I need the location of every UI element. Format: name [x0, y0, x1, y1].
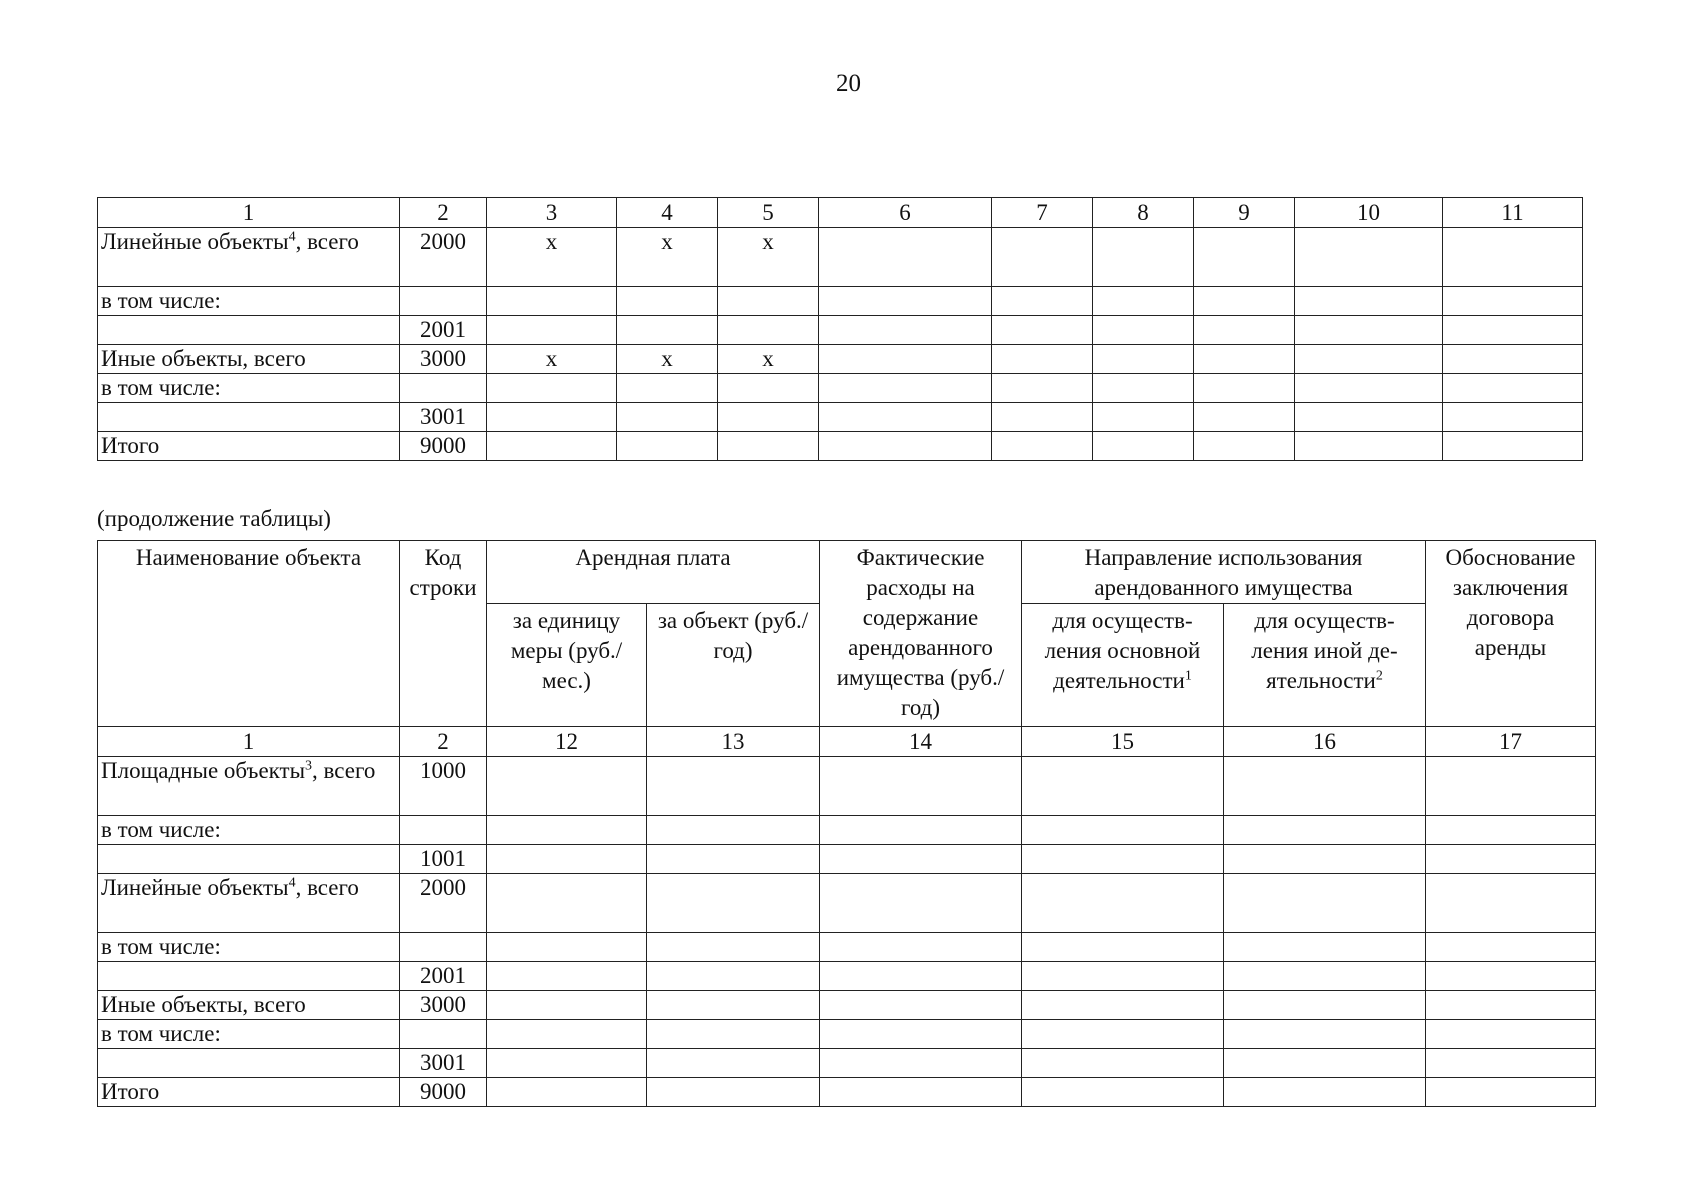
row-name-cell: [98, 962, 400, 991]
table-row: [98, 962, 1596, 991]
empty-cell: [1093, 316, 1194, 345]
header-main-activity-text: для осуществ-ления основной деятельности: [1044, 608, 1201, 693]
header-row-1: [98, 541, 1596, 604]
empty-cell: [1224, 816, 1426, 845]
empty-cell: [647, 845, 820, 874]
empty-cell: [1194, 287, 1295, 316]
empty-cell: [820, 962, 1022, 991]
empty-cell: [819, 374, 992, 403]
empty-cell: [1426, 991, 1596, 1020]
header-usage-direction: Направление использования арендованного имущества: [1022, 541, 1426, 604]
empty-cell: [992, 228, 1093, 287]
empty-cell: [1093, 228, 1194, 287]
row-code: 1000: [400, 757, 487, 816]
empty-cell: [487, 933, 647, 962]
empty-cell: [487, 1049, 647, 1078]
row-name-cell: [98, 757, 400, 816]
empty-cell: [820, 991, 1022, 1020]
page-number: 20: [836, 70, 861, 97]
empty-cell: [1426, 1078, 1596, 1107]
rental-table-part-1: [97, 197, 1583, 461]
empty-cell: [1093, 374, 1194, 403]
empty-cell: [1224, 933, 1426, 962]
table-row: [98, 287, 1583, 316]
empty-cell: [1224, 874, 1426, 933]
empty-cell: [820, 757, 1022, 816]
row-code: 9000: [400, 1078, 487, 1107]
empty-cell: [1426, 962, 1596, 991]
row-code: [400, 816, 487, 845]
row-name-cell: [98, 991, 400, 1020]
empty-cell: [820, 1020, 1022, 1049]
row-name-cell: [98, 316, 400, 345]
value-cell: [617, 403, 718, 432]
value-cell: х: [617, 345, 718, 374]
header-other-activity: [1224, 604, 1426, 727]
row-code: [400, 287, 487, 316]
empty-cell: [820, 1049, 1022, 1078]
table-row: [98, 228, 1583, 287]
column-number-row: [98, 198, 1583, 228]
empty-cell: [1295, 287, 1443, 316]
empty-cell: [487, 991, 647, 1020]
empty-cell: [1224, 1020, 1426, 1049]
header-rent-per-unit: за единицу меры (руб./мес.): [487, 604, 647, 727]
empty-cell: [820, 933, 1022, 962]
row-name: в том числе:: [101, 1021, 221, 1046]
empty-cell: [1022, 1049, 1224, 1078]
empty-cell: [1295, 374, 1443, 403]
column-number: 3: [487, 198, 617, 228]
table-row: [98, 374, 1583, 403]
empty-cell: [992, 403, 1093, 432]
table-row: [98, 933, 1596, 962]
empty-cell: [1194, 345, 1295, 374]
value-cell: [718, 374, 819, 403]
table-row: [98, 316, 1583, 345]
header-other-activity-text: для осуществ-ления иной де-ятельности: [1251, 608, 1398, 693]
empty-cell: [1426, 1020, 1596, 1049]
row-code: 2001: [400, 962, 487, 991]
empty-cell: [1426, 1049, 1596, 1078]
value-cell: [617, 432, 718, 461]
value-cell: х: [718, 228, 819, 287]
empty-cell: [820, 845, 1022, 874]
empty-cell: [1443, 403, 1583, 432]
empty-cell: [1426, 874, 1596, 933]
empty-cell: [1224, 991, 1426, 1020]
row-name: Итого: [101, 433, 160, 458]
value-cell: [487, 316, 617, 345]
empty-cell: [1443, 228, 1583, 287]
row-name-cell: [98, 933, 400, 962]
column-number-row: [98, 727, 1596, 757]
row-name-cell: [98, 228, 400, 287]
value-cell: х: [487, 345, 617, 374]
empty-cell: [1194, 403, 1295, 432]
row-name: Иные объекты, всего: [101, 992, 306, 1017]
empty-cell: [819, 403, 992, 432]
value-cell: [718, 403, 819, 432]
empty-cell: [487, 816, 647, 845]
empty-cell: [487, 1078, 647, 1107]
row-name-cell: [98, 403, 400, 432]
empty-cell: [647, 816, 820, 845]
value-cell: [617, 287, 718, 316]
header-main-activity: [1022, 604, 1224, 727]
empty-cell: [1194, 228, 1295, 287]
table-row: [98, 991, 1596, 1020]
empty-cell: [647, 962, 820, 991]
empty-cell: [1295, 228, 1443, 287]
row-name: в том числе:: [101, 288, 221, 313]
value-cell: х: [487, 228, 617, 287]
header-row-code: Код строки: [400, 541, 487, 727]
empty-cell: [1022, 757, 1224, 816]
column-number: 14: [820, 727, 1022, 757]
value-cell: [718, 432, 819, 461]
row-code: [400, 374, 487, 403]
empty-cell: [1093, 287, 1194, 316]
empty-cell: [820, 874, 1022, 933]
row-code: [400, 933, 487, 962]
row-code: 3000: [400, 991, 487, 1020]
empty-cell: [647, 1020, 820, 1049]
empty-cell: [1426, 816, 1596, 845]
row-name-cell: [98, 1049, 400, 1078]
empty-cell: [487, 757, 647, 816]
column-number: 13: [647, 727, 820, 757]
empty-cell: [819, 287, 992, 316]
row-name: в том числе:: [101, 934, 221, 959]
column-number: 17: [1426, 727, 1596, 757]
empty-cell: [1022, 991, 1224, 1020]
value-cell: х: [617, 228, 718, 287]
empty-cell: [1022, 962, 1224, 991]
column-number: 16: [1224, 727, 1426, 757]
column-number: 6: [819, 198, 992, 228]
empty-cell: [820, 816, 1022, 845]
table-row: [98, 1020, 1596, 1049]
column-number: 1: [98, 198, 400, 228]
column-number: 8: [1093, 198, 1194, 228]
empty-cell: [1022, 1078, 1224, 1107]
empty-cell: [647, 1078, 820, 1107]
row-name-cell: [98, 287, 400, 316]
column-number: 12: [487, 727, 647, 757]
empty-cell: [1295, 403, 1443, 432]
row-name: Итого: [101, 1079, 160, 1104]
row-name: Линейные объекты: [101, 229, 289, 254]
empty-cell: [1093, 403, 1194, 432]
row-name-tail: , всего: [312, 758, 376, 783]
row-name-cell: [98, 816, 400, 845]
top-table-body: [98, 228, 1583, 461]
row-code: 9000: [400, 432, 487, 461]
empty-cell: [1224, 1049, 1426, 1078]
empty-cell: [647, 1049, 820, 1078]
row-code: 2000: [400, 874, 487, 933]
footnote-marker: 3: [305, 758, 313, 774]
value-cell: х: [718, 345, 819, 374]
empty-cell: [1022, 845, 1224, 874]
table-row: [98, 1049, 1596, 1078]
empty-cell: [1426, 757, 1596, 816]
empty-cell: [1443, 287, 1583, 316]
row-name: в том числе:: [101, 817, 221, 842]
empty-cell: [1224, 845, 1426, 874]
empty-cell: [992, 287, 1093, 316]
empty-cell: [487, 845, 647, 874]
empty-cell: [819, 345, 992, 374]
table-row: [98, 1078, 1596, 1107]
table-row: [98, 845, 1596, 874]
empty-cell: [1295, 432, 1443, 461]
empty-cell: [1022, 816, 1224, 845]
empty-cell: [1224, 1078, 1426, 1107]
table-row: [98, 345, 1583, 374]
empty-cell: [992, 374, 1093, 403]
column-number: 11: [1443, 198, 1583, 228]
header-object-name: Наименование объекта: [98, 541, 400, 727]
row-name-cell: [98, 374, 400, 403]
empty-cell: [1443, 345, 1583, 374]
empty-cell: [1194, 316, 1295, 345]
header-rent-per-object: за объект (руб./год): [647, 604, 820, 727]
header-justification: Обоснование заключения договора аренды: [1426, 541, 1596, 727]
empty-cell: [1194, 374, 1295, 403]
row-name-cell: [98, 432, 400, 461]
value-cell: [718, 287, 819, 316]
value-cell: [487, 403, 617, 432]
row-code: 3001: [400, 1049, 487, 1078]
row-name-cell: [98, 1020, 400, 1049]
empty-cell: [647, 991, 820, 1020]
table-row: [98, 757, 1596, 816]
table-row: [98, 403, 1583, 432]
empty-cell: [647, 933, 820, 962]
empty-cell: [1022, 933, 1224, 962]
footnote-marker: 4: [288, 875, 296, 891]
empty-cell: [487, 962, 647, 991]
row-code: 3001: [400, 403, 487, 432]
empty-cell: [1295, 345, 1443, 374]
table-row: [98, 816, 1596, 845]
column-number: 7: [992, 198, 1093, 228]
row-code: 2000: [400, 228, 487, 287]
value-cell: [487, 287, 617, 316]
row-name-tail: , всего: [295, 229, 359, 254]
empty-cell: [1224, 962, 1426, 991]
value-cell: [617, 316, 718, 345]
column-number: 1: [98, 727, 400, 757]
empty-cell: [819, 316, 992, 345]
empty-cell: [647, 874, 820, 933]
empty-cell: [647, 757, 820, 816]
empty-cell: [992, 432, 1093, 461]
row-code: [400, 1020, 487, 1049]
row-name-cell: [98, 345, 400, 374]
empty-cell: [487, 1020, 647, 1049]
empty-cell: [1426, 845, 1596, 874]
column-number: 4: [617, 198, 718, 228]
empty-cell: [1093, 432, 1194, 461]
value-cell: [718, 316, 819, 345]
empty-cell: [1443, 316, 1583, 345]
empty-cell: [819, 228, 992, 287]
row-code: 3000: [400, 345, 487, 374]
rental-table-part-2: [97, 540, 1596, 1107]
row-code: 2001: [400, 316, 487, 345]
value-cell: [487, 432, 617, 461]
column-number: 10: [1295, 198, 1443, 228]
empty-cell: [487, 874, 647, 933]
row-name: Иные объекты, всего: [101, 346, 306, 371]
row-name: в том числе:: [101, 375, 221, 400]
empty-cell: [1194, 432, 1295, 461]
empty-cell: [1093, 345, 1194, 374]
header-actual-costs: Фактические расходы на содержание арендованного имущества (руб./год): [820, 541, 1022, 727]
column-number: 15: [1022, 727, 1224, 757]
empty-cell: [820, 1078, 1022, 1107]
row-name: Площадные объекты: [101, 758, 306, 783]
row-code: 1001: [400, 845, 487, 874]
footnote-marker: 2: [1375, 668, 1383, 684]
empty-cell: [819, 432, 992, 461]
value-cell: [487, 374, 617, 403]
row-name: Линейные объекты: [101, 875, 289, 900]
column-number: 9: [1194, 198, 1295, 228]
row-name-cell: [98, 1078, 400, 1107]
row-name-tail: , всего: [295, 875, 359, 900]
empty-cell: [1443, 432, 1583, 461]
header-rent: Арендная плата: [487, 541, 820, 604]
empty-cell: [1443, 374, 1583, 403]
empty-cell: [992, 345, 1093, 374]
footnote-marker: 1: [1184, 668, 1192, 684]
empty-cell: [1022, 1020, 1224, 1049]
column-number: 5: [718, 198, 819, 228]
empty-cell: [1022, 874, 1224, 933]
bottom-table-body: [98, 757, 1596, 1107]
continuation-caption: (продолжение таблицы): [97, 506, 331, 531]
row-name-cell: [98, 874, 400, 933]
empty-cell: [1426, 933, 1596, 962]
table-row: [98, 432, 1583, 461]
empty-cell: [1224, 757, 1426, 816]
empty-cell: [992, 316, 1093, 345]
value-cell: [617, 374, 718, 403]
footnote-marker: 4: [288, 229, 296, 245]
column-number: 2: [400, 727, 487, 757]
empty-cell: [1295, 316, 1443, 345]
row-name-cell: [98, 845, 400, 874]
table-row: [98, 874, 1596, 933]
column-number: 2: [400, 198, 487, 228]
